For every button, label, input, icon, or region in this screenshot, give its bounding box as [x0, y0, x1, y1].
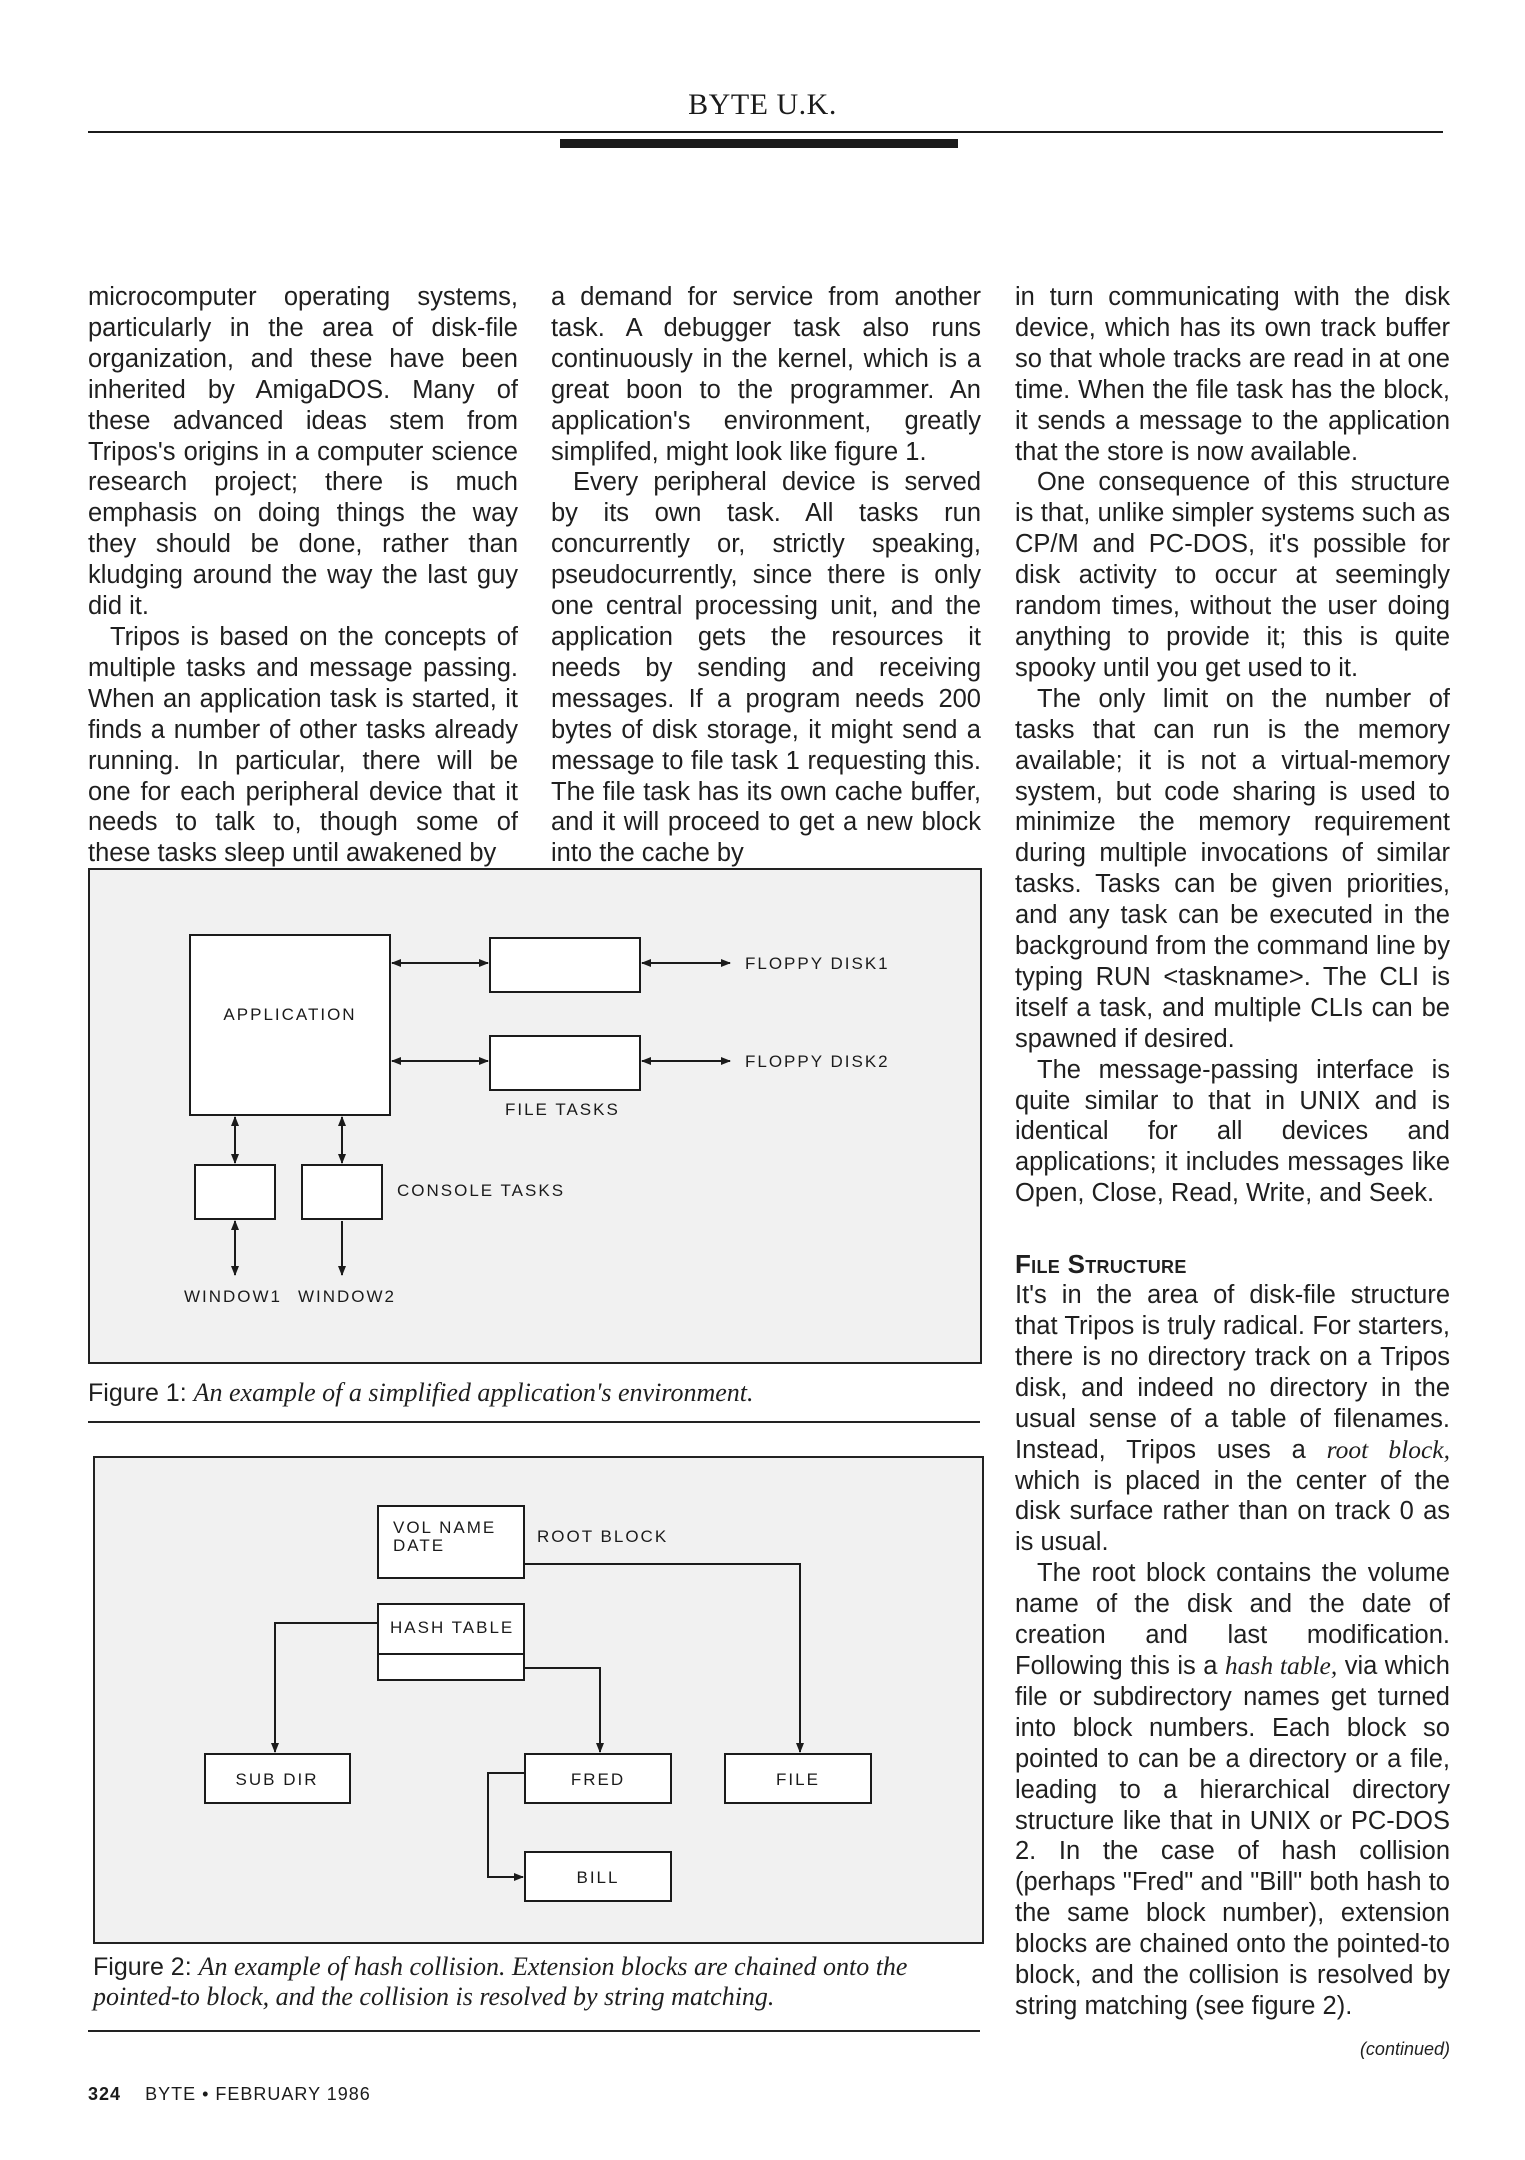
application-label: APPLICATION	[223, 1005, 357, 1024]
figure-1	[88, 868, 982, 1364]
p6-text-a: The root block contains the volume name of the disk and the date of creation and last modification. Following this is a	[1015, 1559, 1450, 1680]
bill-label: BILL	[576, 1868, 620, 1887]
figure-2-rule	[88, 2030, 980, 2032]
section-heading: File Structure	[1015, 1249, 1187, 1280]
file-task-2-box	[490, 1036, 640, 1090]
col3-paragraph-5	[1015, 1280, 1450, 1558]
col3-paragraph-1: in turn communicating with the disk device, which has its own track buffer so that whole tracks are read in at one time. When the file task has the block, it sends a message to the application that the store is now available.	[1015, 283, 1450, 466]
figure-1-diagram	[90, 870, 980, 1362]
continued-note: (continued)	[1359, 2038, 1450, 2059]
figure-2-diagram	[95, 1458, 982, 1942]
hash-table-term: hash table,	[1224, 1650, 1338, 1680]
window-2-label: WINDOW2	[297, 1287, 397, 1306]
console-task-2-box	[302, 1165, 382, 1219]
figure-1-caption	[88, 1378, 988, 1408]
p5-text-b: which is placed in the center of the disk surface rather than on track 0 as is usual.	[1015, 1466, 1450, 1557]
date-label: DATE	[393, 1536, 446, 1555]
page-footer	[88, 2084, 371, 2105]
col1-paragraph-2: Tripos is based on the concepts of multiple tasks and message passing. When an application task is started, it finds a number of other tasks already running. In particular, there will be one for each peripheral device that it needs to talk to, though some of these tasks sleep until awakened by	[88, 622, 518, 868]
col3-paragraph-4: The message-passing interface is quite similar to that in UNIX and is identical for all devices and applications; it includes messages like Open, Close, Read, Write, and Seek.	[1015, 1055, 1450, 1208]
figure-1-caption-text: An example of a simplified application's environment.	[193, 1378, 754, 1407]
hash-table-label: HASH TABLE	[390, 1618, 515, 1637]
console-tasks-label: CONSOLE TASKS	[397, 1181, 566, 1200]
window-1-label: WINDOW1	[183, 1287, 283, 1306]
figure-2-caption-label: Figure 2:	[93, 1953, 192, 1981]
application-box	[190, 935, 390, 1115]
page-number: 324	[88, 2084, 122, 2104]
file-task-1-box	[490, 938, 640, 992]
col1-paragraph-1: microcomputer operating systems, particularly in the area of disk-file organization, and these have been inherited by AmigaDOS. Many of these advanced ideas stem from Tripos's origins in a computer science research project; there is much emphasis on doing things the way they should be done, rather than kludging around the way the last guy did it.	[88, 283, 518, 621]
figure-1-rule	[88, 1421, 980, 1423]
p6-text-b: via which file or subdirectory names get turned into block numbers. Each block so pointed to can be a directory or a file, leading to a hierarchical directory structure like that in UNIX or PC-DOS 2. In the case of hash collision (perhaps "Fred" and "Bill" both hash to the same block number), extension blocks are chained onto the pointed-to block, and the collision is resolved by string matching (see figure 2).	[1015, 1651, 1450, 2020]
figure-2-caption-text: An example of hash collision. Extension blocks are chained onto the pointed-to block, and the collision is resolved by string matching.	[93, 1952, 908, 2011]
fred-to-bill-arrow	[488, 1773, 525, 1877]
column-2	[551, 282, 981, 869]
col2-paragraph-1: a demand for service from another task. A debugger task also runs continuously in the kernel, which is a great boon to the programmer. An application's environment, greatly simplifed, might look like figure 1.	[551, 283, 981, 466]
floppy-disk-1-label: FLOPPY DISK1	[745, 954, 890, 973]
p5-text-a: It's in the area of disk-file structure that Tripos is truly radical. For starters, there is no directory track on a Tripos disk, and indeed no directory in the usual sense of a table of filenames. Instead, Tripos uses a	[1015, 1281, 1450, 1464]
sub-dir-label: SUB DIR	[235, 1770, 319, 1789]
root-block-term: root block,	[1326, 1434, 1450, 1464]
figure-2-caption	[93, 1952, 988, 2012]
running-header: BYTE U.K.	[688, 88, 837, 121]
magazine-issue: BYTE • FEBRUARY 1986	[145, 2084, 371, 2104]
col3-paragraph-2: One consequence of this structure is that, unlike simpler systems such as CP/M and PC-DOS, it's possible for disk activity to occur at seemingly random times, without the user doing anything to provide it; this is quite spooky until you get used to it.	[1015, 468, 1450, 682]
hash-table-box	[378, 1604, 524, 1680]
file-label: FILE	[776, 1770, 820, 1789]
console-task-1-box	[195, 1165, 275, 1219]
col3-paragraph-6	[1015, 1558, 1450, 2022]
vol-name-label: VOL NAME	[393, 1518, 497, 1537]
column-1	[88, 282, 518, 869]
file-tasks-label: FILE TASKS	[505, 1100, 620, 1119]
col3-paragraph-3: The only limit on the number of tasks that can run is the memory available; it is not a virtual-memory system, but code sharing is used to minimize the memory requirement during multiple invocations of similar tasks. Tasks can be given priorities, and any task can be executed in the background from the command line by typing RUN <taskname>. The CLI is itself a task, and multiple CLIs can be spawned if desired.	[1015, 684, 1450, 1053]
hash-to-subdir-arrow	[275, 1623, 378, 1752]
header-rule	[88, 131, 1443, 133]
header-bar	[560, 139, 958, 148]
column-3	[1015, 282, 1450, 2065]
floppy-disk-2-label: FLOPPY DISK2	[745, 1052, 890, 1071]
figure-1-caption-label: Figure 1:	[88, 1379, 187, 1407]
fred-label: FRED	[570, 1770, 626, 1789]
col2-paragraph-2: Every peripheral device is served by its own task. All tasks run concurrently or, strictly speaking, pseudocurrently, since there is only one central processing unit, and the application gets the resources it needs by sending and receiving messages. If a program needs 200 bytes of disk storage, it might send a message to file task 1 requesting this. The file task has its own cache buffer, and it will proceed to get a new block into the cache by	[551, 468, 981, 868]
figure-2	[93, 1456, 984, 1944]
root-to-file-arrow	[524, 1564, 800, 1752]
hash-to-fred-arrow	[524, 1668, 600, 1752]
root-block-label: ROOT BLOCK	[537, 1527, 669, 1546]
